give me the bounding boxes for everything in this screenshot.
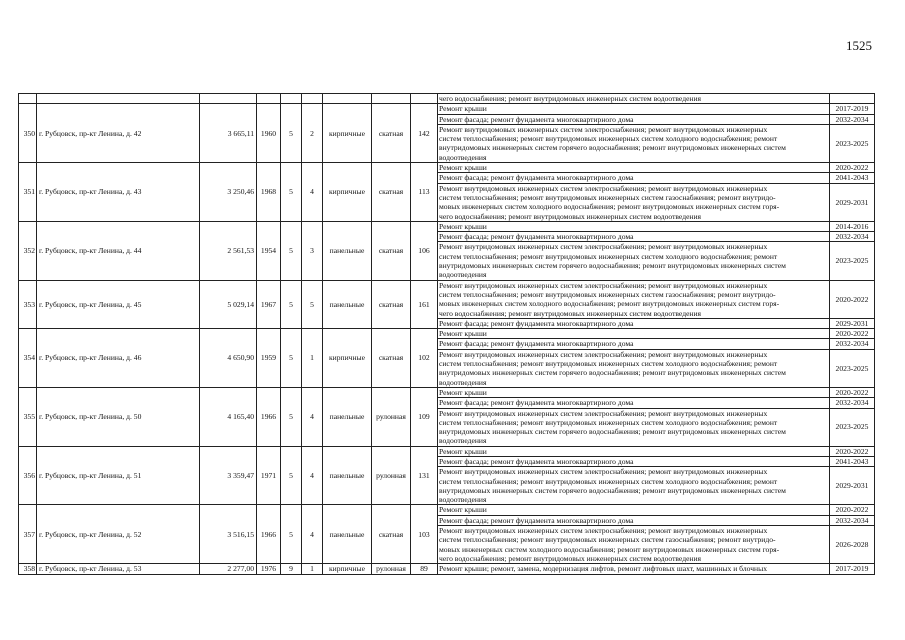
- record-residents: 102: [411, 329, 438, 388]
- record-floors: 5: [281, 505, 302, 564]
- work-description: [438, 173, 830, 183]
- record-floors: 9: [281, 564, 302, 574]
- record-walls: панельные: [323, 221, 372, 280]
- record-number: 354: [19, 329, 37, 388]
- work-period: 2014-2016: [830, 221, 875, 231]
- work-description: [438, 329, 830, 339]
- work-line: Ремонт фасада; ремонт фундамента многоквартирного дома: [439, 173, 634, 183]
- page-number: 1525: [846, 38, 872, 53]
- work-line: Ремонт крыши: [439, 104, 487, 114]
- work-period: 2023-2025: [830, 408, 875, 446]
- record-number: 352: [19, 221, 37, 280]
- work-description: [438, 318, 830, 328]
- record-area: 3 359,47: [200, 446, 257, 505]
- work-line: систем теплоснабжения; ремонт внутридомовых инженерных систем холодного водоснабжения; ремонт: [439, 359, 778, 369]
- work-line: Ремонт фасада; ремонт фундамента многоквартирного дома: [439, 398, 634, 408]
- work-line: чего водоснабжения; ремонт внутридомовых инженерных систем водоотведения: [439, 553, 702, 563]
- record-area: 2 277,00: [200, 564, 257, 574]
- record-number: 351: [19, 163, 37, 222]
- work-description: [438, 104, 830, 114]
- record-entrances: 2: [302, 104, 323, 163]
- record-year: 1966: [257, 387, 281, 446]
- record-roof: рулонная: [372, 387, 411, 446]
- table-row: [19, 329, 875, 339]
- work-line: внутридомовых инженерных систем горячего водоснабжения; ремонт внутридомовых инженерных систем: [439, 485, 786, 495]
- record-address: г. Рубцовск, пр-кт Ленина, д. 51: [37, 446, 200, 505]
- record-walls: кирпичные: [323, 163, 372, 222]
- work-period: 2020-2022: [830, 163, 875, 173]
- work-line: Ремонт внутридомовых инженерных систем электроснабжения; ремонт внутридомовых инженерных: [439, 280, 768, 290]
- work-line: Ремонт крыши: [439, 387, 487, 397]
- work-line: Ремонт крыши: [439, 505, 487, 515]
- work-description: [438, 221, 830, 231]
- work-line: мовых инженерных систем холодного водоснабжения; ремонт внутридомовых инженерных систем горя-: [439, 202, 780, 212]
- record-area: 4 650,90: [200, 329, 257, 388]
- record-walls: кирпичные: [323, 104, 372, 163]
- record-residents: 103: [411, 505, 438, 564]
- record-address: г. Рубцовск, пр-кт Ленина, д. 53: [37, 564, 200, 574]
- work-description: [438, 467, 830, 505]
- work-line: Ремонт фасада; ремонт фундамента многоквартирного дома: [439, 515, 634, 525]
- record-residents: 89: [411, 564, 438, 574]
- work-line: систем теплоснабжения; ремонт внутридомовых инженерных систем холодного водоснабжения; ремонт: [439, 417, 778, 427]
- table-row: [19, 163, 875, 173]
- work-period: 2029-2031: [830, 467, 875, 505]
- work-line: Ремонт фасада; ремонт фундамента многоквартирного дома: [439, 339, 634, 349]
- record-address: г. Рубцовск, пр-кт Ленина, д. 45: [37, 280, 200, 328]
- record-roof: скатная: [372, 163, 411, 222]
- record-number: 353: [19, 280, 37, 328]
- work-line: Ремонт крыши: [439, 329, 487, 339]
- record-area: 3 665,11: [200, 104, 257, 163]
- work-period: 2020-2022: [830, 505, 875, 515]
- record-number: 358: [19, 564, 37, 574]
- table-row: [19, 446, 875, 456]
- record-residents: 109: [411, 387, 438, 446]
- record-residents: 161: [411, 280, 438, 328]
- record-year: 1954: [257, 221, 281, 280]
- work-line: Ремонт фасада; ремонт фундамента многоквартирного дома: [439, 318, 634, 328]
- record-year: 1959: [257, 329, 281, 388]
- record-address: г. Рубцовск, пр-кт Ленина, д. 52: [37, 505, 200, 564]
- work-line: внутридомовых инженерных систем горячего водоснабжения; ремонт внутридомовых инженерных систем: [439, 427, 786, 437]
- record-roof: скатная: [372, 329, 411, 388]
- record-entrances: 4: [302, 505, 323, 564]
- continuation-row: [19, 94, 875, 104]
- record-roof: скатная: [372, 221, 411, 280]
- record-year: 1967: [257, 280, 281, 328]
- work-line: систем теплоснабжения; ремонт внутридомовых инженерных систем газоснабжения; ремонт внутридо-: [439, 535, 776, 545]
- work-period: 2029-2031: [830, 183, 875, 221]
- record-floors: 5: [281, 280, 302, 328]
- work-line: водоотведения: [439, 377, 487, 387]
- work-period: 2020-2022: [830, 446, 875, 456]
- work-period: 2032-2034: [830, 339, 875, 349]
- record-number: 357: [19, 505, 37, 564]
- record-floors: 5: [281, 329, 302, 388]
- record-walls: панельные: [323, 387, 372, 446]
- work-line: Ремонт внутридомовых инженерных систем электроснабжения; ремонт внутридомовых инженерных: [439, 242, 768, 252]
- work-description: [438, 505, 830, 515]
- record-year: 1960: [257, 104, 281, 163]
- work-period: 2032-2034: [830, 515, 875, 525]
- work-line: Ремонт крыши: [439, 163, 487, 173]
- record-walls: панельные: [323, 505, 372, 564]
- work-line: Ремонт крыши; ремонт, замена, модернизация лифтов, ремонт лифтовых шахт, машинных и блочных: [439, 564, 768, 574]
- record-floors: 5: [281, 163, 302, 222]
- work-period: 2023-2025: [830, 124, 875, 162]
- work-period: 2032-2034: [830, 398, 875, 408]
- continuation-text: чего водоснабжения; ремонт внутридомовых инженерных систем водоотведения: [438, 94, 830, 104]
- record-year: 1968: [257, 163, 281, 222]
- work-description: [438, 398, 830, 408]
- work-period: 2032-2034: [830, 232, 875, 242]
- record-number: 356: [19, 446, 37, 505]
- work-line: внутридомовых инженерных систем горячего водоснабжения; ремонт внутридомовых инженерных систем: [439, 368, 786, 378]
- record-address: г. Рубцовск, пр-кт Ленина, д. 44: [37, 221, 200, 280]
- work-description: [438, 446, 830, 456]
- record-entrances: 5: [302, 280, 323, 328]
- record-area: 2 561,53: [200, 221, 257, 280]
- record-area: 3 516,15: [200, 505, 257, 564]
- work-line: внутридомовых инженерных систем горячего водоснабжения; ремонт внутридомовых инженерных систем: [439, 261, 786, 271]
- record-floors: 5: [281, 104, 302, 163]
- record-entrances: 4: [302, 163, 323, 222]
- record-roof: скатная: [372, 505, 411, 564]
- work-description: [438, 349, 830, 387]
- record-address: г. Рубцовск, пр-кт Ленина, д. 50: [37, 387, 200, 446]
- work-line: мовых инженерных систем холодного водоснабжения; ремонт внутридомовых инженерных систем горя-: [439, 299, 780, 309]
- work-description: [438, 339, 830, 349]
- record-entrances: 1: [302, 329, 323, 388]
- table-row: [19, 280, 875, 318]
- work-line: Ремонт фасада; ремонт фундамента многоквартирного дома: [439, 232, 634, 242]
- work-line: мовых инженерных систем холодного водоснабжения; ремонт внутридомовых инженерных систем горя-: [439, 544, 780, 554]
- work-period: 2020-2022: [830, 387, 875, 397]
- record-walls: панельные: [323, 446, 372, 505]
- work-period: 2023-2025: [830, 242, 875, 280]
- work-line: водоотведения: [439, 152, 487, 162]
- housing-repair-table: [18, 93, 875, 575]
- work-line: систем теплоснабжения; ремонт внутридомовых инженерных систем холодного водоснабжения; ремонт: [439, 476, 778, 486]
- work-description: [438, 456, 830, 466]
- work-description: [438, 183, 830, 221]
- record-residents: 113: [411, 163, 438, 222]
- table-row: [19, 387, 875, 397]
- record-residents: 142: [411, 104, 438, 163]
- record-walls: кирпичные: [323, 329, 372, 388]
- work-line: Ремонт фасада; ремонт фундамента многоквартирного дома: [439, 114, 634, 124]
- work-line: Ремонт крыши: [439, 221, 487, 231]
- work-description: [438, 387, 830, 397]
- record-floors: 5: [281, 387, 302, 446]
- work-line: Ремонт внутридомовых инженерных систем электроснабжения; ремонт внутридомовых инженерных: [439, 183, 768, 193]
- record-walls: кирпичные: [323, 564, 372, 574]
- work-period: 2041-2043: [830, 456, 875, 466]
- work-line: Ремонт внутридомовых инженерных систем электроснабжения; ремонт внутридомовых инженерных: [439, 467, 768, 477]
- record-address: г. Рубцовск, пр-кт Ленина, д. 42: [37, 104, 200, 163]
- work-line: водоотведения: [439, 270, 487, 280]
- record-roof: рулонная: [372, 446, 411, 505]
- work-description: [438, 232, 830, 242]
- table-row: [19, 221, 875, 231]
- work-line: Ремонт внутридомовых инженерных систем электроснабжения; ремонт внутридомовых инженерных: [439, 408, 768, 418]
- work-line: Ремонт внутридомовых инженерных систем электроснабжения; ремонт внутридомовых инженерных: [439, 526, 768, 536]
- work-description: [438, 114, 830, 124]
- record-entrances: 4: [302, 387, 323, 446]
- record-walls: панельные: [323, 280, 372, 328]
- work-line: Ремонт фасада; ремонт фундамента многоквартирного дома: [439, 456, 634, 466]
- work-period: 2017-2019: [830, 104, 875, 114]
- work-description: [438, 163, 830, 173]
- work-line: Ремонт внутридомовых инженерных систем электроснабжения; ремонт внутридомовых инженерных: [439, 124, 768, 134]
- work-description: [438, 124, 830, 162]
- record-residents: 131: [411, 446, 438, 505]
- work-period: 2020-2022: [830, 280, 875, 318]
- record-floors: 5: [281, 446, 302, 505]
- work-line: Ремонт крыши: [439, 446, 487, 456]
- record-number: 350: [19, 104, 37, 163]
- record-year: 1976: [257, 564, 281, 574]
- work-line: водоотведения: [439, 436, 487, 446]
- record-number: 355: [19, 387, 37, 446]
- work-line: систем теплоснабжения; ремонт внутридомовых инженерных систем холодного водоснабжения; ремонт: [439, 251, 778, 261]
- work-line: систем теплоснабжения; ремонт внутридомовых инженерных систем газоснабжения; ремонт внутридо-: [439, 192, 776, 202]
- record-address: г. Рубцовск, пр-кт Ленина, д. 46: [37, 329, 200, 388]
- record-entrances: 3: [302, 221, 323, 280]
- record-residents: 106: [411, 221, 438, 280]
- record-entrances: 1: [302, 564, 323, 574]
- work-description: [438, 408, 830, 446]
- work-description: [438, 564, 830, 574]
- work-description: [438, 526, 830, 564]
- work-description: [438, 280, 830, 318]
- record-area: 5 029,14: [200, 280, 257, 328]
- record-area: 4 165,40: [200, 387, 257, 446]
- work-description: [438, 242, 830, 280]
- work-line: чего водоснабжения; ремонт внутридомовых инженерных систем водоотведения: [439, 211, 702, 221]
- work-line: водоотведения: [439, 495, 487, 505]
- work-period: 2029-2031: [830, 318, 875, 328]
- record-entrances: 4: [302, 446, 323, 505]
- record-roof: рулонная: [372, 564, 411, 574]
- record-floors: 5: [281, 221, 302, 280]
- table-row: [19, 104, 875, 114]
- record-address: г. Рубцовск, пр-кт Ленина, д. 43: [37, 163, 200, 222]
- record-year: 1966: [257, 505, 281, 564]
- work-line: чего водоснабжения; ремонт внутридомовых инженерных систем водоотведения: [439, 308, 702, 318]
- table-row: [19, 564, 875, 574]
- table-row: [19, 505, 875, 515]
- work-line: систем теплоснабжения; ремонт внутридомовых инженерных систем газоснабжения; ремонт внутридо-: [439, 289, 776, 299]
- work-period: 2032-2034: [830, 114, 875, 124]
- work-period: 2041-2043: [830, 173, 875, 183]
- work-description: [438, 515, 830, 525]
- work-period: 2023-2025: [830, 349, 875, 387]
- record-year: 1971: [257, 446, 281, 505]
- work-line: внутридомовых инженерных систем горячего водоснабжения; ремонт внутридомовых инженерных систем: [439, 143, 786, 153]
- record-area: 3 250,46: [200, 163, 257, 222]
- record-roof: скатная: [372, 280, 411, 328]
- work-period: 2020-2022: [830, 329, 875, 339]
- work-line: систем теплоснабжения; ремонт внутридомовых инженерных систем холодного водоснабжения; ремонт: [439, 134, 778, 144]
- work-period: 2017-2019: [830, 564, 875, 574]
- work-line: Ремонт внутридомовых инженерных систем электроснабжения; ремонт внутридомовых инженерных: [439, 349, 768, 359]
- record-roof: скатная: [372, 104, 411, 163]
- work-period: 2026-2028: [830, 526, 875, 564]
